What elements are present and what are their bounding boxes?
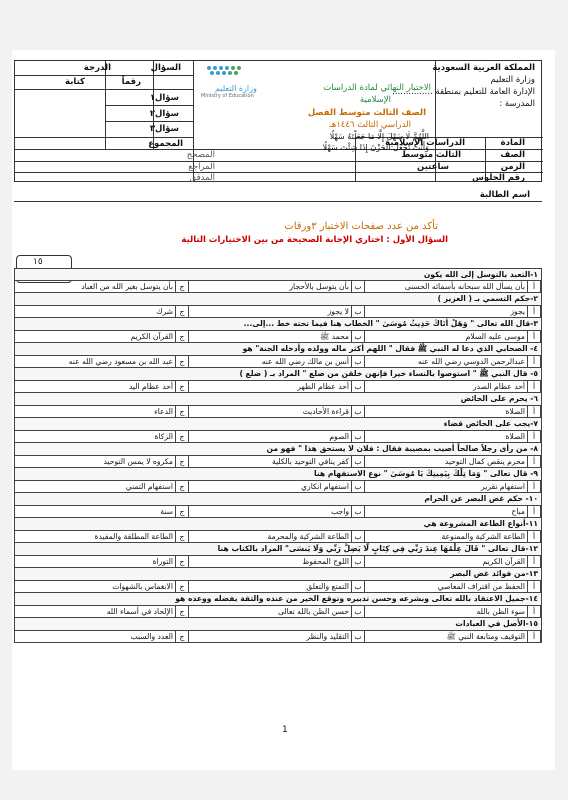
option-b[interactable]: الصوم [329,431,349,441]
info-label-grade: الصف [500,150,525,160]
logo-text: وزارة التعليم [215,84,257,93]
exam-header [14,60,542,182]
option-letter-b[interactable]: ب [351,506,365,518]
option-a[interactable]: أحد عظام الصدر [472,381,525,391]
option-c[interactable]: القرآن الكريم [130,331,173,341]
option-c[interactable]: مكروه لا يمس التوحيد [103,456,173,466]
answer-options-row [14,381,542,394]
option-letter-b[interactable]: ب [351,281,365,293]
grade-words-header: كتابة [65,77,85,87]
exam-year: الدراسي الثالث ١٤٤٦هـ [329,120,411,130]
option-letter-c[interactable]: ج [175,431,189,443]
reviewer-corrector: المصحح [186,150,215,160]
option-letter-b[interactable]: ب [351,606,365,618]
option-b[interactable]: أنس بن مالك رضي الله عنه [261,356,349,366]
option-letter-c[interactable]: ج [175,631,189,643]
option-c[interactable]: شرك [156,306,173,316]
answer-options-row [14,306,542,319]
option-a[interactable]: موسى عليه السلام [465,331,525,341]
student-name-label: اسم الطالبة [479,190,530,200]
option-letter-c[interactable]: ج [175,556,189,568]
info-label-time: الزمن [500,162,525,172]
reviewer-auditor: المدقق [189,173,215,183]
option-letter-c[interactable]: ج [175,381,189,393]
option-a[interactable]: مباح [511,506,525,516]
question-stem: ٧-يجب على الحائض قضاء [14,418,542,431]
option-a[interactable]: استفهام تقرير [481,481,525,491]
option-letter-a[interactable]: أ [527,331,541,343]
option-letter-b[interactable]: ب [351,306,365,318]
grade-row-q1: سؤال١ [149,93,179,103]
option-letter-a[interactable]: أ [527,306,541,318]
question-stem: ٢-حكم التسمي بـ ( العزيز ) [14,293,542,306]
option-letter-b[interactable]: ب [351,456,365,468]
question-stem: ١٢-قال تعالى " قَالَ عِلْمُهَا عِندَ رَبِّي فِي كِتَابٍ لَّا يَضِلُّ رَبِّي وَلَا يَنسَى" المراد بالكتاب هنا [14,543,542,556]
option-a[interactable]: الطاعة الشركية والممنوعة [441,531,525,541]
option-letter-a[interactable]: أ [527,406,541,418]
option-letter-a[interactable]: أ [527,506,541,518]
answer-options-row [14,356,542,369]
option-letter-a[interactable]: أ [527,606,541,618]
option-b[interactable]: قراءة الأحاديث [302,406,349,416]
option-letter-b[interactable]: ب [351,581,365,593]
question-stem: ١٥-الأصل في العبادات [14,618,542,631]
info-label-subject: المادة [500,138,525,148]
option-letter-c[interactable]: ج [175,581,189,593]
reviewer-reviewer: المراجع [188,162,215,172]
question-stem: ١٤-جميل الاعتقاد بالله تعالى وبشرعه وحسن تدبيره وتوقع الخير من عنده والثقة بفضله ووعده هو [14,593,542,606]
option-a[interactable]: بأن يسأل الله سبحانه بأسمائه الحسنى [404,281,525,291]
answer-options-row [14,556,542,569]
option-letter-c[interactable]: ج [175,481,189,493]
dua-line-2: وَأَنْتَ تَجْعَلُ الْحَزْنَ إِذَا شِئْتَ سَهْلًا [322,143,429,152]
option-letter-c[interactable]: ج [175,306,189,318]
score-value: ١٥ [33,257,43,267]
answer-options-row [14,331,542,344]
option-letter-b[interactable]: ب [351,531,365,543]
option-c[interactable]: الزكاة [154,431,173,441]
exam-title-1: الاختبار النهائي لمادة الدراسات [323,83,431,93]
info-value-grade: الثالث متوسط [401,150,461,160]
option-letter-c[interactable]: ج [175,456,189,468]
option-letter-a[interactable]: أ [527,531,541,543]
option-b[interactable]: التمتع والتعلق [306,581,349,591]
exam-grade: الصف الثالث متوسط الفصل [307,108,426,118]
header-country: المملكة العربية السعودية [432,63,535,73]
option-letter-b[interactable]: ب [351,556,365,568]
answer-options-row [14,406,542,419]
option-b[interactable]: محمد ﷺ [320,331,349,341]
option-a[interactable]: الصلاة [505,406,525,416]
option-letter-a[interactable]: أ [527,581,541,593]
logo-sub: Ministry of Education [201,93,254,99]
answer-options-row [14,481,542,494]
option-c[interactable]: الإلحاد في أسماء الله [106,606,173,616]
option-letter-c[interactable]: ج [175,331,189,343]
option-a[interactable]: يجوز [510,306,525,316]
option-b[interactable]: لا يجوز [327,306,349,316]
question-stem: ٨- من رأى رجلاً صالحاً أصيب بمصيبة فقال : فلان لا يستحق هذا " فهو من [14,443,542,456]
option-letter-a[interactable]: أ [527,281,541,293]
option-a[interactable]: التوقيف ومتابعة النبي ﷺ [446,631,525,641]
option-letter-b[interactable]: ب [351,381,365,393]
header-school: المدرسة : [499,99,535,109]
page-number: 1 [282,725,288,735]
option-letter-b[interactable]: ب [351,406,365,418]
option-b[interactable]: التقليد والنظر [306,631,349,641]
option-c[interactable]: العدد والسبب [130,631,173,641]
option-letter-a[interactable]: أ [527,631,541,643]
grade-header: الدرجة [83,63,111,73]
option-letter-c[interactable]: ج [175,281,189,293]
answer-options-row [14,606,542,619]
option-b[interactable]: واجب [331,506,349,516]
option-c[interactable]: الانغماس بالشهوات [112,581,173,591]
option-letter-c[interactable]: ج [175,606,189,618]
option-c[interactable]: أحد عظام اليد [128,381,173,391]
dua-line-1: اللَّهُمَّ لَا سَهْلَ إِلَّا مَا جَعَلْتَهُ سَهْلًا [329,132,429,141]
question-stem: ٥- قال النبي ﷺ " استوصوا بالنساء خيرا فإنهن خلقن من ضلع " المراد بـ ( ضلع ) [14,368,542,381]
option-letter-b[interactable]: ب [351,431,365,443]
option-letter-a[interactable]: أ [527,481,541,493]
option-letter-b[interactable]: ب [351,331,365,343]
option-letter-b[interactable]: ب [351,631,365,643]
option-letter-b[interactable]: ب [351,356,365,368]
option-b[interactable]: حسن الظن بالله تعالى [278,606,349,616]
answer-options-row [14,431,542,444]
option-letter-a[interactable]: أ [527,381,541,393]
option-letter-a[interactable]: أ [527,556,541,568]
option-b[interactable]: استفهام انكاري [301,481,349,491]
option-b[interactable]: الطاعة الشركية والمحرمة [267,531,349,541]
grade-row-q3: سؤال٣ [149,124,179,134]
option-a[interactable]: الصلاة [505,431,525,441]
info-value-time: ساعتين [417,162,449,172]
option-c[interactable]: الطاعة المطلقة والمقيدة [94,531,173,541]
grade-row-total: المجموع [148,139,183,149]
option-letter-c[interactable]: ج [175,506,189,518]
option-b[interactable]: أحد عظام الظهر [297,381,349,391]
question-stem: ٣-قال الله تعالى " وَهَلْ أَتَاكَ حَدِيثُ مُوسَىٰ " الخطاب هنا فيما تحته خط ...إلى... [14,318,542,331]
option-letter-c[interactable]: ج [175,406,189,418]
option-c[interactable]: سنة [160,506,173,516]
grade-row-q2: سؤال٢ [149,109,179,119]
answer-options-row [14,506,542,519]
option-b[interactable]: كفر ينافي التوحيد بالكلية [272,456,349,466]
pages-notice: تأكد من عدد صفحات الاختبار ٣ورقات [284,221,438,232]
option-b[interactable]: بأن يتوسل بالأحجار [289,281,349,291]
answer-options-row [14,631,542,644]
question-stem: ٩- قال تعالى " وَمَا تِلْكَ بِيَمِينِكَ يَا مُوسَىٰ " نوع الاستفهام هنا [14,468,542,481]
header-admin: الإدارة العامة للتعليم بمنطقة ............... [392,87,535,97]
option-a[interactable]: عبدالرحمن الدوسي رضي الله عنه [417,356,525,366]
option-letter-b[interactable]: ب [351,481,365,493]
option-letter-c[interactable]: ج [175,356,189,368]
question-stem: ١٣-من فوائد غض البصر [14,568,542,581]
option-letter-a[interactable]: أ [527,431,541,443]
question-stem: ١٠- حكم غض البصر عن الحرام [14,493,542,506]
option-b[interactable]: اللوح المحفوظ [302,556,349,566]
answer-options-row [14,531,542,544]
option-a[interactable]: القرآن الكريم [482,556,525,566]
option-letter-c[interactable]: ج [175,531,189,543]
option-a[interactable]: محرم ينقص كمال التوحيد [444,456,525,466]
answer-options-row [14,281,542,294]
question-stem: ٦- يحرم على الحائض [14,393,542,406]
option-letter-a[interactable]: أ [527,356,541,368]
info-value-subject: الدراسات الإسلامية [385,138,465,148]
option-c[interactable]: بأن يتوسل بغير الله من العباد [81,281,173,291]
option-a[interactable]: الحفظ من اقتراف المعاصي [437,581,525,591]
option-c[interactable]: عبد الله بن مسعود رضي الله عنه [68,356,173,366]
option-c[interactable]: التوراة [152,556,173,566]
question-stem: ١-التعبد بالتوسل إلى الله يكون [14,268,542,281]
question-stem: ٤- الصحابي الذي دعا له النبي ﷺ فقال " اللهم أكثر ماله وولده وأدخله الجنة" هو [14,343,542,356]
header-ministry: وزارة التعليم [490,75,535,85]
exam-title-2: الإسلامية [359,95,391,105]
option-letter-a[interactable]: أ [527,456,541,468]
grade-numbers-header: رقماً [121,77,141,87]
option-c[interactable]: استفهام التمني [125,481,173,491]
grade-question-header: السؤال [150,63,181,73]
answer-options-row [14,581,542,594]
option-a[interactable]: سوء الظن بالله [476,606,525,616]
answer-options-row [14,456,542,469]
question-stem: ١١-أنواع الطاعة المشروعة هي [14,518,542,531]
option-c[interactable]: الدعاء [154,406,173,416]
seat-number-label: رقم الجلوس [472,173,525,183]
section-title: السؤال الأول : اختاري الإجابة الصحيحة من بين الاختيارات التالية [181,235,448,245]
